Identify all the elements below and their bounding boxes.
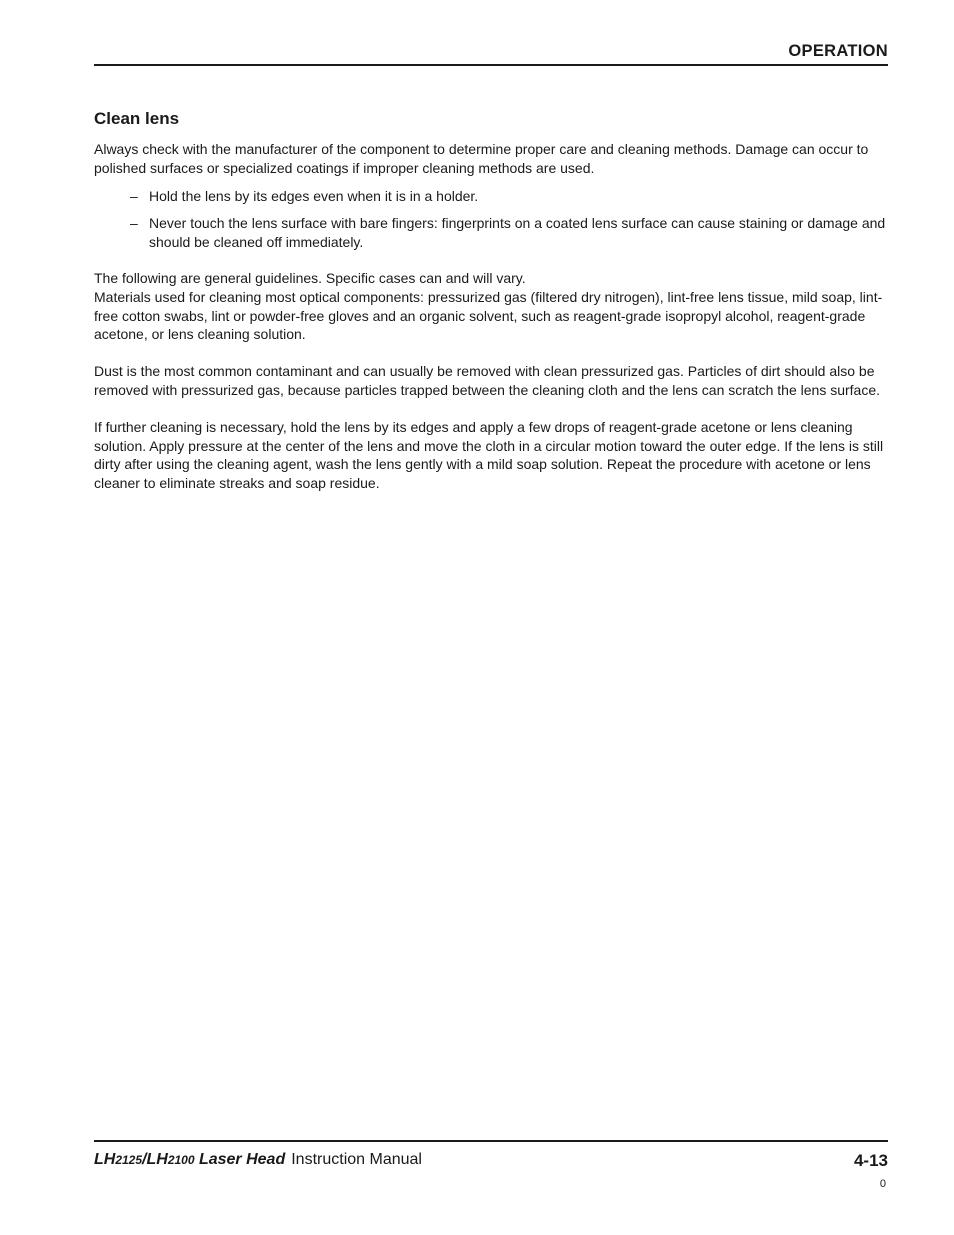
- page-content: [94, 108, 890, 493]
- manual-label: Instruction Manual: [291, 1151, 422, 1168]
- list-item: [94, 187, 890, 206]
- page-number: 4-13: [853, 1151, 888, 1170]
- page-header: [94, 42, 888, 66]
- product-suffix: Laser Head: [194, 1151, 286, 1168]
- bullet-text: Hold the lens by its edges even when it is in a holder.: [149, 187, 479, 204]
- bullet-list: [94, 187, 890, 252]
- bullet-text: Never touch the lens surface with bare fingers: fingerprints on a coated lens surface can cause staining or damage and should be cleaned off immediately.: [149, 215, 886, 251]
- dust-paragraph: Dust is the most common contaminant and can usually be removed with clean pressurized gas. Particles of dirt should also be removed with pressurized gas, because particles trapped between the cleaning cloth and the lens can scratch the lens surface.: [94, 363, 881, 398]
- guidelines-paragraph: The following are general guidelines. Specific cases can and will vary.: [94, 269, 526, 286]
- model-number: 2125: [115, 1153, 143, 1167]
- section-title: OPERATION: [788, 42, 888, 60]
- list-item: [94, 214, 890, 252]
- model-number: 2100: [167, 1153, 195, 1167]
- bullet-dash: –: [130, 215, 138, 232]
- intro-paragraph: Always check with the manufacturer of the component to determine proper care and cleaning methods. Damage can occur to polished surfaces or specialized coatings if improper cleaning methods are used.: [94, 141, 869, 176]
- product-separator: /LH: [142, 1151, 168, 1168]
- revision-number: 0: [879, 1178, 886, 1190]
- page-footer: [94, 1140, 888, 1190]
- section-heading: Clean lens: [94, 109, 180, 128]
- paragraph-gap: [94, 344, 890, 362]
- footer-title: [94, 1151, 422, 1169]
- product-name: [94, 1151, 285, 1168]
- bullet-dash: –: [130, 187, 138, 204]
- materials-paragraph: Materials used for cleaning most optical components: pressurized gas (filtered dry nitrogen), lint-free lens tissue, mild soap, lint-free cotton swabs, lint or powder-free gloves and an organic solvent, such as reagent-grade isopropyl alcohol, reagent-grade acetone, or lens cleaning solution.: [94, 288, 883, 343]
- product-prefix: LH: [94, 1151, 116, 1168]
- paragraph-gap: [94, 400, 890, 418]
- further-cleaning-paragraph: If further cleaning is necessary, hold the lens by its edges and apply a few drops of reagent-grade acetone or lens cleaning solution. Apply pressure at the center of the lens and move the cloth in a circular motion toward the outer edge. If the lens is still dirty after using the cleaning agent, wash the lens gently with a mild soap solution. Repeat the procedure with acetone or lens cleaner to eliminate streaks and soap residue.: [94, 418, 884, 492]
